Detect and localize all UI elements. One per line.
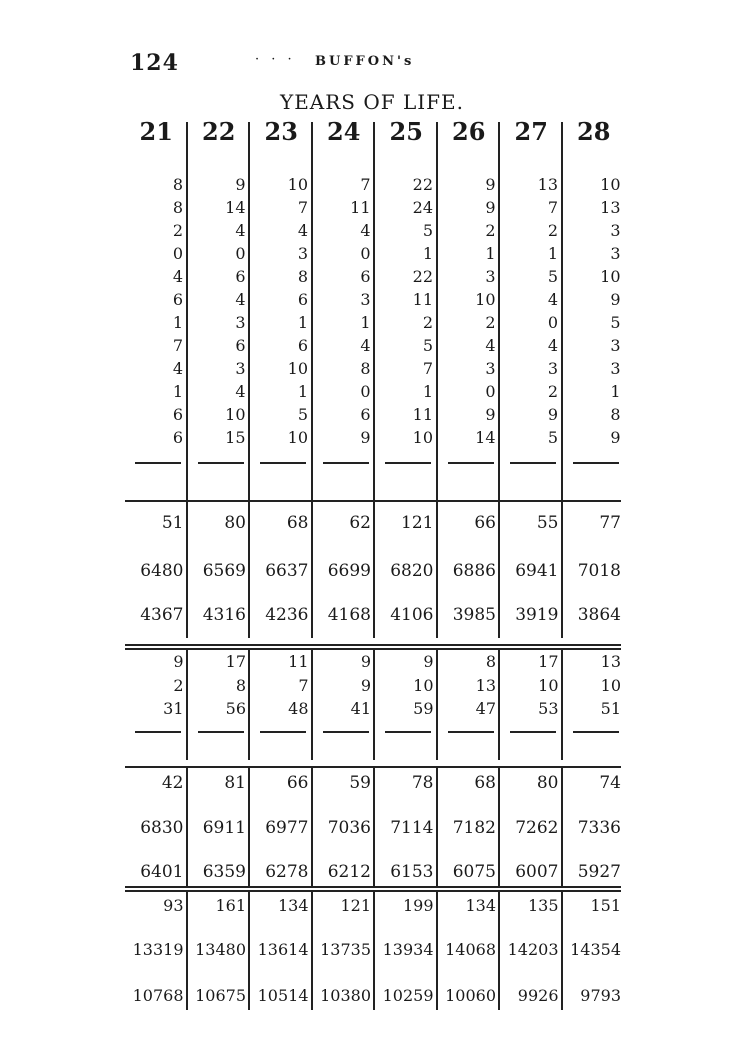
remaining-living: 4236: [265, 605, 309, 625]
month-value: 11: [350, 198, 371, 217]
month-value: 15: [225, 428, 246, 447]
month-value: 8: [172, 198, 183, 217]
month-values: [190, 173, 246, 449]
sum-rule: [385, 462, 431, 464]
total-deaths: 78: [411, 773, 434, 793]
month-value: 4: [360, 336, 371, 355]
month-value: 8: [610, 405, 621, 424]
month-value: 5: [422, 221, 433, 240]
total-deaths: 93: [163, 896, 184, 915]
remaining-living: 10380: [320, 986, 371, 1005]
month-values: [377, 173, 433, 449]
remaining-living: 4168: [327, 605, 371, 625]
cumulative-deaths: 6820: [390, 561, 434, 581]
block2-value: 10: [413, 676, 434, 695]
month-value: 10: [287, 175, 308, 194]
block2-value: 48: [288, 699, 309, 718]
cumulative-deaths: 14068: [445, 940, 496, 959]
block2-value: 2: [173, 676, 184, 695]
block2-value: 8: [485, 652, 496, 671]
section-rule: [125, 648, 621, 650]
remaining-living: 6075: [452, 862, 496, 882]
month-values: [565, 173, 621, 449]
month-value: 4: [360, 221, 371, 240]
month-value: 6: [235, 336, 246, 355]
month-value: 1: [172, 382, 183, 401]
month-value: 5: [547, 267, 558, 286]
month-value: 5: [297, 405, 308, 424]
month-value: 4: [235, 221, 246, 240]
block2-value: 9: [173, 652, 184, 671]
page-number: 124: [130, 50, 179, 76]
cumulative-deaths: 6830: [140, 818, 184, 838]
column-header: 27: [514, 117, 548, 146]
column-header: 24: [327, 117, 361, 146]
cumulative-deaths: 6977: [265, 818, 309, 838]
month-value: 6: [297, 290, 308, 309]
total-deaths: 135: [527, 896, 559, 915]
sum-rule: [573, 731, 619, 733]
sum-rule: [448, 462, 494, 464]
cumulative-deaths: 6941: [515, 561, 559, 581]
month-value: 8: [297, 267, 308, 286]
month-value: 7: [547, 198, 558, 217]
month-value: 7: [172, 336, 183, 355]
block2-value: 9: [360, 652, 371, 671]
cumulative-deaths: 13480: [195, 940, 246, 959]
remaining-living: 6153: [390, 862, 434, 882]
month-value: 3: [610, 244, 621, 263]
month-value: 6: [360, 267, 371, 286]
month-value: 1: [172, 313, 183, 332]
remaining-living: 6007: [515, 862, 559, 882]
month-value: 2: [485, 313, 496, 332]
sum-rule: [510, 462, 556, 464]
cumulative-deaths: 13735: [320, 940, 371, 959]
month-value: 10: [287, 359, 308, 378]
cumulative-deaths: 7262: [515, 818, 559, 838]
remaining-living: 5927: [577, 862, 621, 882]
month-values: [127, 173, 183, 449]
block2-value: 59: [413, 699, 434, 718]
table-title: YEARS OF LIFE.: [280, 90, 465, 114]
month-value: 1: [485, 244, 496, 263]
month-value: 9: [485, 175, 496, 194]
month-value: 3: [297, 244, 308, 263]
month-value: 3: [547, 359, 558, 378]
cumulative-deaths: 6886: [452, 561, 496, 581]
sum-rule: [448, 731, 494, 733]
month-value: 6: [172, 405, 183, 424]
month-value: 4: [172, 267, 183, 286]
month-value: 6: [297, 336, 308, 355]
month-value: 7: [422, 359, 433, 378]
month-value: 14: [475, 428, 496, 447]
month-values: [440, 173, 496, 449]
month-value: 0: [485, 382, 496, 401]
month-value: 10: [600, 267, 621, 286]
month-values: [315, 173, 371, 449]
total-deaths: 51: [161, 513, 184, 533]
month-value: 13: [600, 198, 621, 217]
month-value: 7: [360, 175, 371, 194]
month-value: 8: [360, 359, 371, 378]
running-head: BUFFON's: [315, 54, 415, 69]
sum-rule: [385, 731, 431, 733]
month-value: 10: [412, 428, 433, 447]
month-value: 3: [610, 221, 621, 240]
month-value: 7: [297, 198, 308, 217]
section-rule: [125, 500, 621, 502]
month-value: 9: [235, 175, 246, 194]
total-deaths: 77: [599, 513, 621, 533]
month-value: 0: [235, 244, 246, 263]
month-value: 0: [172, 244, 183, 263]
column-header: 22: [202, 117, 236, 146]
cumulative-deaths: 13319: [132, 940, 184, 959]
month-value: 4: [235, 290, 246, 309]
running-head-dots: · · ·: [255, 52, 296, 67]
block2-value: 7: [298, 676, 309, 695]
cumulative-deaths: 6699: [327, 561, 371, 581]
column-header: 28: [577, 117, 611, 146]
remaining-living: 3985: [452, 605, 496, 625]
total-deaths: 68: [474, 773, 496, 793]
month-value: 8: [172, 175, 183, 194]
remaining-living: 9793: [580, 986, 621, 1005]
month-value: 4: [547, 290, 558, 309]
cumulative-deaths: 13934: [382, 940, 434, 959]
month-value: 9: [610, 428, 621, 447]
remaining-living: 4367: [140, 605, 184, 625]
month-value: 3: [485, 267, 496, 286]
month-value: 2: [172, 221, 183, 240]
remaining-living: 10768: [132, 986, 184, 1005]
remaining-living: 6401: [140, 862, 184, 882]
cumulative-deaths: 7018: [577, 561, 621, 581]
column-header: 26: [452, 117, 486, 146]
section-rule: [125, 890, 621, 892]
month-value: 0: [547, 313, 558, 332]
cumulative-deaths: 7336: [577, 818, 621, 838]
total-deaths: 66: [286, 773, 309, 793]
month-value: 2: [485, 221, 496, 240]
month-value: 5: [547, 428, 558, 447]
block2-value: 17: [538, 652, 559, 671]
month-value: 9: [485, 405, 496, 424]
month-value: 10: [287, 428, 308, 447]
cumulative-deaths: 6637: [265, 561, 309, 581]
cumulative-deaths: 14203: [507, 940, 559, 959]
total-deaths: 59: [349, 773, 371, 793]
cumulative-deaths: 7114: [390, 818, 434, 838]
month-values: [502, 173, 558, 449]
block2-value: 53: [538, 699, 559, 718]
sum-rule: [198, 462, 244, 464]
month-value: 5: [422, 336, 433, 355]
month-value: 6: [360, 405, 371, 424]
block2-value: 31: [163, 699, 184, 718]
month-value: 6: [172, 290, 183, 309]
total-deaths: 80: [224, 513, 246, 533]
remaining-living: 10675: [195, 986, 246, 1005]
month-value: 10: [225, 405, 246, 424]
month-value: 1: [360, 313, 371, 332]
month-value: 4: [485, 336, 496, 355]
total-deaths: 80: [536, 773, 559, 793]
month-value: 3: [485, 359, 496, 378]
block2-value: 10: [538, 676, 559, 695]
month-value: 0: [360, 382, 371, 401]
total-deaths: 62: [349, 513, 371, 533]
block2-value: 11: [288, 652, 309, 671]
month-value: 9: [360, 428, 371, 447]
cumulative-deaths: 6911: [202, 818, 246, 838]
month-value: 10: [600, 175, 621, 194]
sum-rule: [323, 462, 369, 464]
cumulative-deaths: 13614: [257, 940, 309, 959]
remaining-living: 10060: [445, 986, 496, 1005]
block2-value: 51: [600, 699, 621, 718]
total-deaths: 161: [215, 896, 246, 915]
total-deaths: 66: [474, 513, 496, 533]
month-value: 14: [225, 198, 246, 217]
remaining-living: 10259: [382, 986, 434, 1005]
section-rule: [125, 886, 621, 888]
month-value: 3: [610, 359, 621, 378]
month-value: 4: [172, 359, 183, 378]
remaining-living: 6212: [327, 862, 371, 882]
remaining-living: 6278: [265, 862, 309, 882]
block2-value: 13: [600, 652, 621, 671]
month-value: 10: [475, 290, 496, 309]
block2-value: 41: [350, 699, 371, 718]
block2-value: 13: [475, 676, 496, 695]
month-value: 9: [485, 198, 496, 217]
section-rule: [125, 766, 621, 768]
cumulative-deaths: 6569: [202, 561, 246, 581]
month-value: 22: [412, 175, 433, 194]
cumulative-deaths: 7036: [327, 818, 371, 838]
cumulative-deaths: 6480: [140, 561, 184, 581]
month-value: 4: [547, 336, 558, 355]
total-deaths: 121: [340, 896, 371, 915]
total-deaths: 199: [402, 896, 434, 915]
month-value: 24: [412, 198, 433, 217]
month-value: 6: [235, 267, 246, 286]
month-value: 2: [422, 313, 433, 332]
month-value: 1: [297, 382, 308, 401]
total-deaths: 55: [536, 513, 559, 533]
month-value: 1: [610, 382, 621, 401]
month-value: 22: [412, 267, 433, 286]
sum-rule: [198, 731, 244, 733]
sum-rule: [510, 731, 556, 733]
month-value: 11: [412, 290, 433, 309]
month-value: 13: [537, 175, 558, 194]
sum-rule: [135, 462, 181, 464]
month-value: 11: [412, 405, 433, 424]
month-value: 2: [547, 382, 558, 401]
cumulative-deaths: 7182: [452, 818, 496, 838]
sum-rule: [260, 462, 306, 464]
total-deaths: 134: [465, 896, 496, 915]
block2-value: 47: [475, 699, 496, 718]
sum-rule: [260, 731, 306, 733]
total-deaths: 151: [590, 896, 621, 915]
month-value: 0: [360, 244, 371, 263]
column-header: 25: [389, 117, 423, 146]
sum-rule: [135, 731, 181, 733]
total-deaths: 68: [286, 513, 309, 533]
block2-value: 10: [600, 676, 621, 695]
total-deaths: 74: [599, 773, 621, 793]
sum-rule: [323, 731, 369, 733]
remaining-living: 4316: [202, 605, 246, 625]
section-rule: [125, 644, 621, 646]
sum-rule: [573, 462, 619, 464]
block2-value: 17: [225, 652, 246, 671]
month-value: 9: [547, 405, 558, 424]
month-value: 3: [235, 313, 246, 332]
remaining-living: 6359: [202, 862, 246, 882]
month-value: 3: [235, 359, 246, 378]
block2-value: 9: [360, 676, 371, 695]
month-value: 1: [422, 382, 433, 401]
month-value: 9: [610, 290, 621, 309]
month-value: 6: [172, 428, 183, 447]
month-value: 3: [610, 336, 621, 355]
remaining-living: 9926: [517, 986, 559, 1005]
month-value: 1: [297, 313, 308, 332]
remaining-living: 10514: [257, 986, 309, 1005]
month-value: 4: [235, 382, 246, 401]
total-deaths: 134: [277, 896, 309, 915]
column-header: 21: [139, 117, 173, 146]
total-deaths: 121: [401, 513, 434, 533]
month-value: 1: [547, 244, 558, 263]
month-value: 2: [547, 221, 558, 240]
cumulative-deaths: 14354: [570, 940, 621, 959]
total-deaths: 81: [224, 773, 246, 793]
block2-value: 56: [225, 699, 246, 718]
total-deaths: 42: [161, 773, 184, 793]
remaining-living: 3919: [515, 605, 559, 625]
month-value: 5: [610, 313, 621, 332]
month-values: [252, 173, 308, 449]
block2-value: 8: [235, 676, 246, 695]
remaining-living: 4106: [390, 605, 434, 625]
block2-value: 9: [423, 652, 434, 671]
month-value: 1: [422, 244, 433, 263]
column-header: 23: [264, 117, 298, 146]
month-value: 3: [360, 290, 371, 309]
month-value: 4: [297, 221, 308, 240]
remaining-living: 3864: [577, 605, 621, 625]
